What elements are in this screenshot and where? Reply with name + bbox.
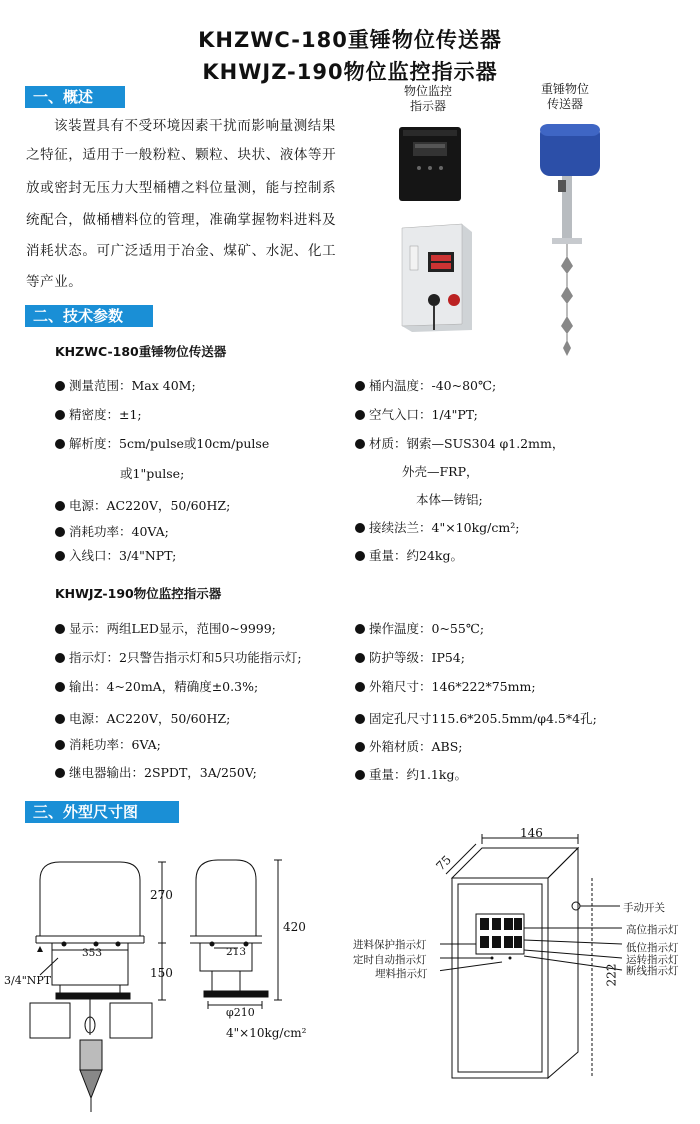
- param-item: 显示：两组LED显示，范围0~9999;: [55, 619, 276, 637]
- param-item: 精密度：±1;: [55, 405, 142, 423]
- label-running-light: 运转指示灯: [626, 954, 679, 966]
- transmitter-photo: [528, 118, 608, 360]
- param-item: 入线口：3/4"NPT;: [55, 546, 176, 564]
- param-item: 桶内温度：-40~80℃;: [355, 376, 496, 394]
- dim-150: 150: [150, 966, 173, 980]
- param-item: 重量：约1.1kg。: [355, 765, 467, 783]
- indicator-photo: [395, 124, 465, 204]
- param-item: 指示灯：2只警告指示灯和5只功能指示灯;: [55, 648, 302, 666]
- section-dims-header: 三、外型尺寸图: [25, 801, 179, 823]
- control-box-photo: [398, 222, 474, 334]
- label-feed-protect-light: 进料保护指示灯: [353, 939, 427, 951]
- overview-line: 统配合，做桶槽料位的管理，准确掌握物料进料及: [26, 212, 337, 228]
- overview-line: 等产业。: [26, 274, 83, 290]
- param-item-cont: 或1"pulse;: [120, 466, 185, 481]
- param-item-cont: 本体—铸铝;: [416, 492, 483, 507]
- dim-phi210: φ210: [226, 1006, 255, 1019]
- dim-npt: 3/4"NPT: [4, 974, 52, 987]
- overview-line: 消耗状态。可广泛适用于冶金、煤矿、水泥、化工: [26, 243, 337, 259]
- label-break-light: 断线指示灯: [626, 965, 679, 977]
- section-overview-header: 一、概述: [25, 86, 125, 108]
- label-timer-auto-light: 定时自动指示灯: [353, 954, 427, 966]
- param-item: 空气入口：1/4"PT;: [355, 405, 478, 423]
- label-low-level-light: 低位指示灯: [626, 942, 679, 954]
- param-item: 测量范围：Max 40M;: [55, 376, 196, 394]
- title-line-1: KHZWC-180重锤物位传送器: [198, 28, 502, 52]
- overview-line: 之特征，适用于一般粉粒、颗粒、块状、液体等开: [26, 147, 337, 163]
- param-item: 固定孔尺寸115.6*205.5mm/φ4.5*4孔;: [355, 709, 597, 727]
- overview-line: 该装置具有不受环境因素干扰而影响量测结果: [54, 118, 336, 134]
- param-item: 外箱材质：ABS;: [355, 737, 463, 755]
- dim-270: 270: [150, 888, 173, 902]
- overview-line: 放或密封无压力大型桶槽之料位量测，能与控制系: [26, 180, 337, 196]
- param-item: 电源：AC220V，50/60HZ;: [55, 496, 230, 514]
- param-item: 防护等级：IP54;: [355, 648, 465, 666]
- dim-222: 222: [604, 963, 619, 987]
- dim-75: 75: [433, 852, 454, 874]
- dim-353: 353: [82, 947, 103, 959]
- transmitter-caption: 重锤物位 传送器: [540, 82, 589, 111]
- label-manual-switch: 手动开关: [623, 902, 665, 914]
- param-item: 解析度：5cm/pulse或10cm/pulse: [55, 434, 269, 452]
- param-item: 消耗功率：40VA;: [55, 522, 169, 540]
- param-item: 继电器输出：2SPDT，3A/250V;: [55, 763, 257, 781]
- param-item-cont: 外壳—FRP，: [402, 464, 479, 479]
- dim-146: 146: [520, 826, 543, 840]
- indicator-caption: 物位监控 指示器: [403, 84, 452, 113]
- param-item: 接续法兰：4"×10kg/cm²;: [355, 518, 519, 536]
- label-buried-light: 埋料指示灯: [375, 968, 428, 980]
- param-item: 操作温度：0~55℃;: [355, 619, 484, 637]
- param-item: 输出：4~20mA，精确度±0.3%;: [55, 677, 258, 695]
- param-item: 重量：约24kg。: [355, 546, 463, 564]
- param-item: 消耗功率：6VA;: [55, 735, 161, 753]
- indicator-box-dimension-drawing: [440, 830, 640, 1090]
- dim-213: 213: [226, 946, 247, 958]
- param-item: 电源：AC220V，50/60HZ;: [55, 709, 230, 727]
- khwjz-heading: KHWJZ-190物位监控指示器: [55, 586, 222, 601]
- dim-420: 420: [283, 920, 306, 934]
- section-params-header: 二、技术参数: [25, 305, 153, 327]
- label-high-level-light: 高位指示灯: [626, 924, 679, 936]
- title-line-2: KHWJZ-190物位监控指示器: [202, 60, 498, 84]
- khzwc-heading: KHZWC-180重锤物位传送器: [55, 344, 227, 359]
- dim-flange: 4"×10kg/cm²: [226, 1026, 307, 1040]
- param-item: 材质：钢索—SUS304 φ1.2mm，: [355, 434, 564, 452]
- param-item: 外箱尺寸：146*222*75mm;: [355, 677, 536, 695]
